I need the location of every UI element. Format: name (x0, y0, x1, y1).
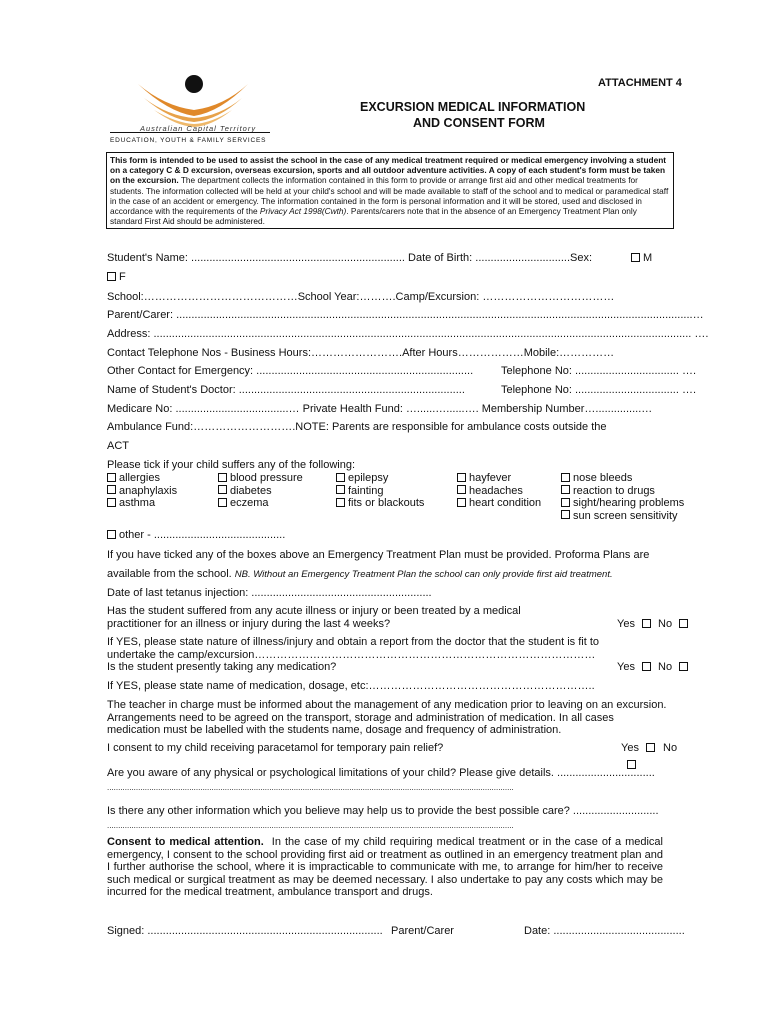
condition-checkbox[interactable] (336, 485, 345, 494)
condition-checkbox[interactable] (561, 485, 570, 494)
attachment-label: ATTACHMENT 4 (598, 77, 682, 89)
form-title-line1: EXCURSION MEDICAL INFORMATION (360, 100, 586, 114)
condition-option[interactable] (218, 472, 303, 485)
form-title-line2: AND CONSENT FORM (413, 116, 545, 130)
ambulance-fund-field[interactable]: Ambulance Fund:……………………….NOTE: Parents are responsible for ambulance costs outside the (107, 421, 607, 433)
school-field[interactable]: School:……………………………………School Year:……….Camp/Excursion: ……………………………… (107, 291, 615, 303)
condition-option[interactable] (561, 510, 678, 523)
medication-yes-label: Yes (617, 661, 635, 673)
condition-option[interactable] (457, 485, 523, 498)
student-name-field[interactable]: Student's Name: ...................................................................... Date of Birth: ...............................Sex: (107, 252, 593, 264)
illness-yes-checkbox[interactable] (642, 619, 651, 628)
contact-phone-field[interactable]: Contact Telephone Nos - Business Hours:…………………….After Hours………………Mobile:…………… (107, 347, 615, 359)
condition-option[interactable] (107, 485, 177, 498)
condition-checkbox[interactable] (561, 498, 570, 507)
medication-no-checkbox[interactable] (679, 662, 688, 671)
plan-nb-note: NB. Without an Emergency Treatment Plan the school can only provide first aid treatment. (234, 569, 613, 580)
condition-checkbox[interactable] (107, 498, 116, 507)
condition-option[interactable] (457, 497, 541, 510)
medicare-field[interactable]: Medicare No: .....................................… Private Health Fund: …......…......…. Membership Number…...............… (107, 403, 653, 415)
illness-question-line2: practitioner for an illness or injury during the last 4 weeks? (107, 618, 391, 630)
sex-m-label: M (643, 252, 653, 264)
sex-m-option[interactable] (631, 252, 652, 265)
condition-option[interactable] (457, 472, 511, 485)
paracetamol-yes-label: Yes (621, 742, 639, 754)
condition-label: sun screen sensitivity (573, 509, 678, 522)
condition-option[interactable] (561, 472, 632, 485)
condition-label: epilepsy (348, 472, 389, 484)
condition-option[interactable] (107, 472, 160, 485)
condition-checkbox[interactable] (561, 473, 570, 482)
info-privacy-act: Privacy Act 1998(Cwth) (259, 206, 347, 217)
condition-option[interactable] (107, 497, 155, 510)
condition-checkbox[interactable] (218, 485, 227, 494)
other-contact-field[interactable]: Other Contact for Emergency: ....................................................................... (107, 365, 474, 377)
condition-label: reaction to drugs (573, 484, 655, 497)
medication-yes-checkbox[interactable] (642, 662, 651, 671)
department-name: EDUCATION, YOUTH & FAMILY SERVICES (110, 137, 267, 144)
condition-checkbox[interactable] (457, 498, 466, 507)
condition-checkbox[interactable] (218, 473, 227, 482)
condition-option[interactable] (218, 497, 269, 510)
plan-notice-line2 (107, 568, 613, 581)
condition-label: fainting (348, 484, 384, 497)
medication-yes-option[interactable] (617, 661, 654, 674)
illness-ifyes-line1: If YES, please state nature of illness/injury and obtain a report from the doctor that the student is fit to (107, 636, 600, 648)
paracetamol-yes-option[interactable] (621, 742, 658, 755)
signed-field[interactable]: Signed: ............................................................................. (107, 925, 383, 937)
condition-checkbox[interactable] (336, 473, 345, 482)
condition-option[interactable] (336, 497, 424, 510)
condition-label: sight/hearing problems (573, 497, 685, 509)
ambulance-note-cont: ACT (107, 440, 129, 452)
other-info-answer-line[interactable]: ....................................................................................................................................................................................... (107, 821, 514, 830)
sex-f-checkbox[interactable] (107, 272, 116, 281)
paracetamol-yes-checkbox[interactable] (646, 743, 655, 752)
other-condition-checkbox[interactable] (107, 530, 116, 539)
info-text-b: . Parents/carers note that in the absence of an Emergency Treatment Plan only standard First Aid should be administered. (110, 206, 637, 227)
condition-label: allergies (119, 472, 160, 484)
other-info-question[interactable]: Is there any other information which you believe may help us to provide the best possible care? ............................ (107, 805, 659, 817)
info-notice-box (106, 152, 674, 229)
teacher-medication-paragraph: The teacher in charge must be informed about the management of any medication prior to leaving on an excursion. Arrangements need to be agreed on the transport, storage and administration of medication. In all cases medication must be labelled with the students name, dosage and frequency of administration. (107, 699, 667, 736)
condition-checkbox[interactable] (107, 473, 116, 482)
other-condition-label: other - ........................................... (119, 529, 286, 541)
info-text-a: The department collects the information contained in this form to provide or arrange first aid and other medical treatments for students. The information collected will be held at your child's school and will be made available to staff of the school and to medical or paramedical staff in the case of an accident or emergency. The information contained in the form is personal information and it will be stored, used and disclosed in accordance with the requirements of the (110, 175, 669, 217)
limitations-answer-line[interactable]: ....................................................................................................................................................................................... (107, 783, 514, 792)
condition-option[interactable] (561, 497, 684, 510)
condition-label: nose bleeds (573, 472, 633, 484)
paracetamol-question: I consent to my child receiving paracetamol for temporary pain relief? (107, 742, 444, 754)
condition-label: headaches (469, 484, 523, 497)
info-bold-text: This form is intended to be used to assist the school in the case of any medical treatment required or medical emergency involving a student on a category C & D excursion, overseas excursion, sports and all outdoor adventure activities. A copy of each student's form must be taken on the excursion. (110, 155, 667, 186)
address-field[interactable]: Address: ................................................................................................................................................................................ …. (107, 328, 709, 340)
condition-option[interactable] (561, 485, 655, 498)
condition-checkbox[interactable] (107, 485, 116, 494)
medication-no-label: No (658, 661, 673, 673)
condition-label: heart condition (469, 497, 542, 509)
illness-no-checkbox[interactable] (679, 619, 688, 628)
logo-text: Australian Capital Territory (140, 124, 257, 133)
other-contact-telephone-field[interactable]: Telephone No: .................................. …. (501, 365, 697, 377)
conditions-prompt: Please tick if your child suffers any of the following: (107, 459, 356, 471)
illness-yes-label: Yes (617, 618, 635, 630)
illness-no-option[interactable] (658, 618, 691, 631)
sex-f-option[interactable] (107, 271, 126, 284)
condition-checkbox[interactable] (336, 498, 345, 507)
condition-label: hayfever (469, 472, 512, 484)
condition-label: eczema (230, 497, 269, 509)
limitations-question[interactable]: Are you aware of any physical or psychological limitations of your child? Please give details. ................................ (107, 767, 655, 779)
consent-paragraph (107, 836, 663, 899)
illness-no-label: No (658, 618, 673, 630)
doctor-name-field[interactable]: Name of Student's Doctor: .......................................................................... (107, 384, 465, 396)
condition-checkbox[interactable] (561, 510, 570, 519)
medication-ifyes-field[interactable]: If YES, please state name of medication, dosage, etc:…………………………………………………….. (107, 680, 595, 692)
consent-heading: Consent to medical attention. (107, 836, 264, 848)
date-field[interactable]: Date: ........................................... (524, 925, 685, 937)
tetanus-field[interactable]: Date of last tetanus injection: ........................................................... (107, 587, 432, 599)
illness-ifyes-line2[interactable]: undertake the camp/excursion………………………………………………………………………………… (107, 649, 596, 661)
illness-yes-option[interactable] (617, 618, 654, 631)
condition-label: asthma (119, 497, 156, 509)
condition-option[interactable] (218, 485, 272, 498)
condition-checkbox[interactable] (457, 485, 466, 494)
paracetamol-no-label: No (663, 742, 678, 754)
condition-option[interactable] (336, 485, 383, 498)
medication-question: Is the student presently taking any medication? (107, 661, 337, 673)
doctor-telephone-field[interactable]: Telephone No: .................................. …. (501, 384, 697, 396)
sex-m-checkbox[interactable] (631, 253, 640, 262)
sex-f-label: F (119, 271, 126, 283)
condition-label: fits or blackouts (348, 497, 425, 509)
logo-divider (110, 132, 270, 133)
condition-label: blood pressure (230, 472, 303, 484)
condition-option[interactable] (336, 472, 388, 485)
other-condition-option[interactable] (107, 529, 285, 542)
medication-no-option[interactable] (658, 661, 691, 674)
condition-label: anaphylaxis (119, 484, 178, 497)
parent-carer-label: Parent/Carer (391, 925, 454, 937)
parent-carer-field[interactable]: Parent/Carer: .........................................................................................................................................................................… (107, 309, 704, 321)
illness-question-line1: Has the student suffered from any acute illness or injury or been treated by a medical (107, 605, 521, 617)
consent-text: In the case of my child requiring medical treatment or in the case of a medical emergency, I consent to the school providing first aid or treatment as outlined in an emergency treatment plan and I further authorise the school, where it is impracticable to communicate with me, to arrange for him/her to receive such medical or surgical treatment as may be deemed necessary. I also undertake to pay any costs which may be incurred for the medical treatment, ambulance transport and drugs. (107, 836, 663, 898)
plan-available: available from the school. (107, 568, 232, 580)
condition-checkbox[interactable] (457, 473, 466, 482)
condition-label: diabetes (230, 484, 272, 497)
condition-checkbox[interactable] (218, 498, 227, 507)
plan-notice-line1: If you have ticked any of the boxes above an Emergency Treatment Plan must be provided. Proforma Plans are (107, 549, 650, 561)
